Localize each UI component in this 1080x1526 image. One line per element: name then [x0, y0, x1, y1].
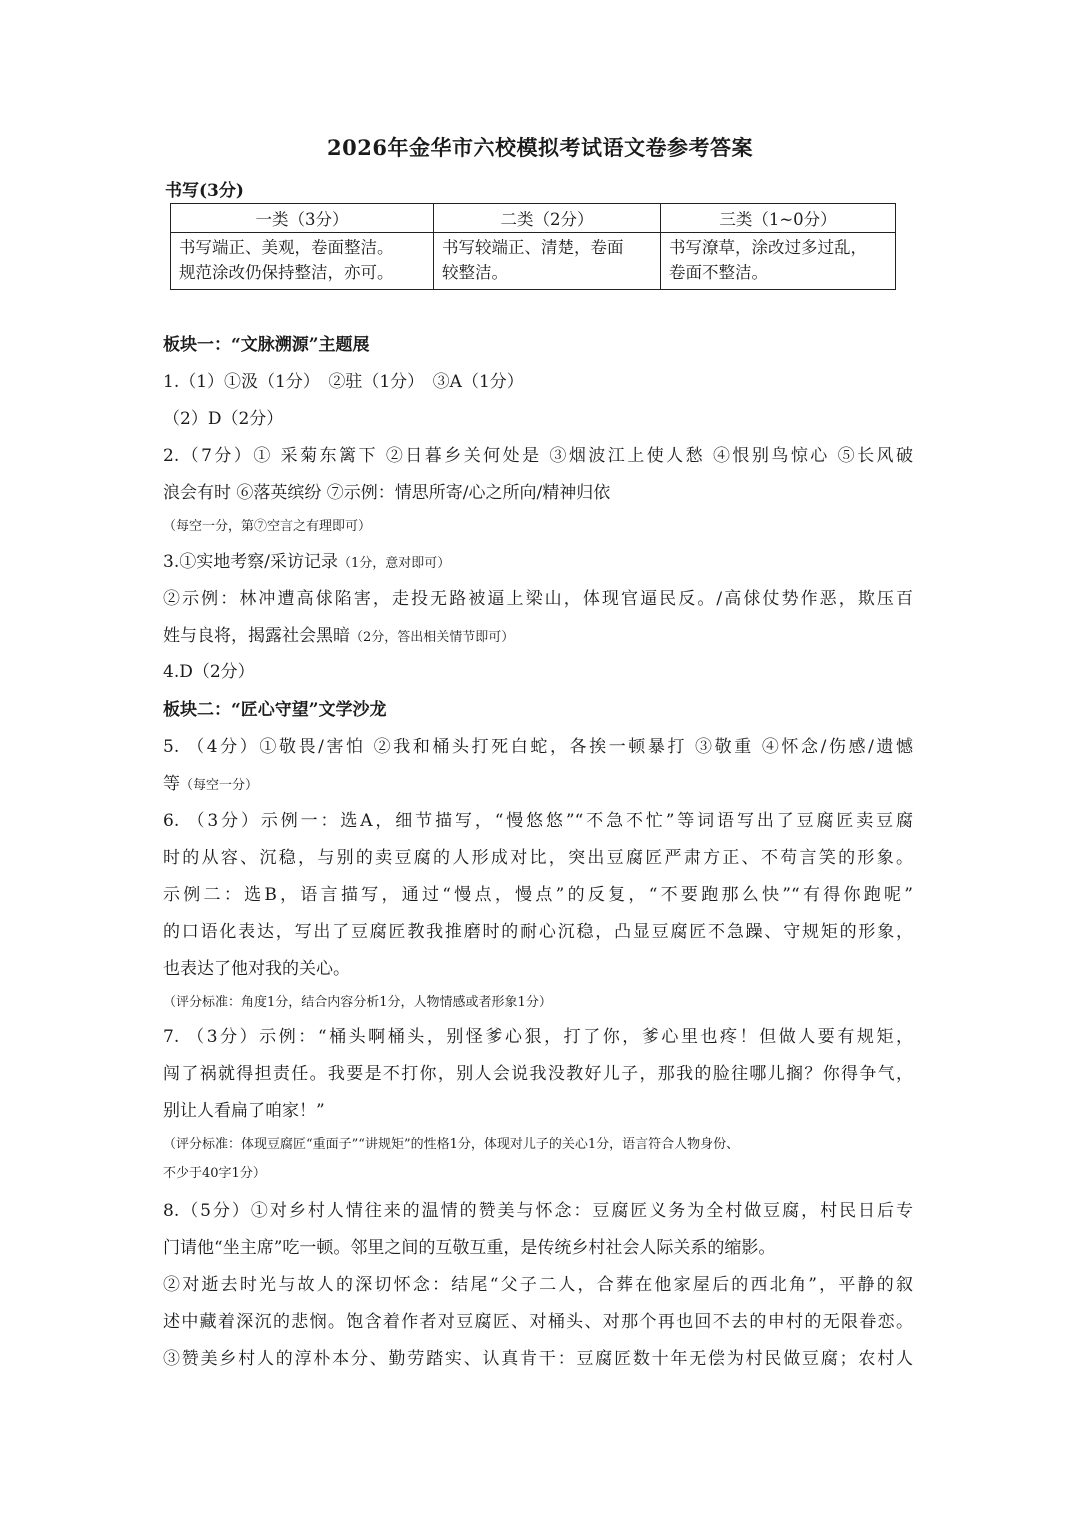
cell-line: 书写较端正、清楚，卷面 — [442, 238, 624, 257]
answer-line: 别让人看扁了咱家！” — [163, 1101, 325, 1121]
answer-line: 2.（7分）① 采菊东篱下 ②日暮乡关何处是 ③烟波江上使人愁 ④恨别鸟惊心 ⑤长风破 — [163, 446, 913, 466]
section-heading-1: 板块一：“文脉溯源”主题展 — [163, 335, 370, 355]
answer-line — [163, 621, 514, 646]
table-row — [171, 233, 896, 290]
cell-line: 卷面不整洁。 — [669, 263, 768, 282]
answer-line: 也表达了他对我的关心。 — [163, 959, 350, 979]
answer-line: 闯了祸就得担责任。我要是不打你，别人会说我没教好儿子，那我的脸往哪儿搁？你得争气， — [163, 1064, 913, 1084]
answer-text: 姓与良将，揭露社会黑暗 — [163, 626, 350, 646]
answer-line: 时的从容、沉稳，与别的卖豆腐的人形成对比，突出豆腐匠严肃方正、不苟言笑的形象。 — [163, 848, 913, 868]
writing-grade-table — [170, 203, 896, 290]
writing-heading: 书写(3分) — [165, 181, 244, 201]
answer-line: 4.D（2分） — [163, 662, 255, 682]
grade-header-2: 二类（2分） — [434, 204, 661, 233]
page-title: 2026年金华市六校模拟考试语文卷参考答案 — [327, 135, 753, 160]
answer-line: 示例二：选B，语言描写，通过“慢点，慢点”的反复，“不要跑那么快”“有得你跑呢” — [163, 885, 913, 905]
answer-line: 6. （3分）示例一：选A，细节描写，“慢悠悠”“不急不忙”等词语写出了豆腐匠卖豆腐 — [163, 811, 913, 831]
cell-line: 书写端正、美观，卷面整洁。 — [179, 238, 394, 257]
answer-line: ②对逝去时光与故人的深切怀念：结尾“父子二人，合葬在他家屋后的西北角”，平静的叙 — [163, 1275, 913, 1295]
grade-cell-3 — [661, 233, 896, 290]
answer-line — [163, 547, 450, 572]
answer-line: 1.（1）①汲（1分） ②驻（1分） ③A（1分） — [163, 372, 524, 392]
scoring-note: （每空一分，第⑦空言之有理即可） — [163, 519, 372, 534]
cell-line: 规范涂改仍保持整洁，亦可。 — [179, 263, 394, 282]
answer-line: 5. （4分）①敬畏/害怕 ②我和桶头打死白蛇，各挨一顿暴打 ③敬重 ④怀念/伤感/遗憾 — [163, 737, 913, 757]
scoring-note: （1分，意对即可） — [337, 556, 451, 571]
answer-line: 浪会有时 ⑥落英缤纷 ⑦示例：情思所寄/心之所向/精神归依 — [163, 483, 611, 503]
answer-line: （2）D（2分） — [163, 409, 284, 429]
answer-line: 7. （3分）示例：“桶头啊桶头，别怪爹心狠，打了你，爹心里也疼！但做人要有规矩， — [163, 1027, 913, 1047]
grade-header-1: 一类（3分） — [171, 204, 434, 233]
grade-cell-1 — [171, 233, 434, 290]
cell-line: 书写潦草，涂改过多过乱， — [669, 238, 867, 257]
section-heading-2: 板块二：“匠心守望”文学沙龙 — [163, 700, 387, 720]
cell-line: 较整洁。 — [442, 263, 508, 282]
table-header-row — [171, 204, 896, 233]
scoring-note: （评分标准：角度1分，结合内容分析1分，人物情感或者形象1分） — [163, 995, 552, 1010]
grade-header-3: 三类（1~0分） — [661, 204, 896, 233]
grade-cell-2 — [434, 233, 661, 290]
scoring-note: （2分，答出相关情节即可） — [350, 630, 515, 645]
scoring-note: 不少于40字1分） — [163, 1166, 266, 1181]
answer-text: 3.①实地考察/采访记录 — [163, 552, 338, 572]
scoring-note: （每空一分） — [180, 778, 259, 793]
answer-line: 8.（5分）①对乡村人情往来的温情的赞美与怀念：豆腐匠义务为全村做豆腐，村民日后专 — [163, 1201, 913, 1221]
answer-line — [163, 769, 258, 794]
answer-line: ③赞美乡村人的淳朴本分、勤劳踏实、认真肯干：豆腐匠数十年无偿为村民做豆腐；农村人 — [163, 1349, 913, 1369]
answer-line: 门请他“坐主席”吃一顿。邻里之间的互敬互重，是传统乡村社会人际关系的缩影。 — [163, 1238, 776, 1258]
answer-line: 的口语化表达，写出了豆腐匠教我推磨时的耐心沉稳，凸显豆腐匠不急躁、守规矩的形象， — [163, 922, 913, 942]
answer-text: 等 — [163, 774, 180, 794]
answer-line: ②示例：林冲遭高俅陷害，走投无路被逼上梁山，体现官逼民反。/高俅仗势作恶，欺压百 — [163, 589, 913, 609]
scoring-note: （评分标准：体现豆腐匠“重面子”“讲规矩”的性格1分，体现对儿子的关心1分，语言符合人物身份、 — [163, 1137, 740, 1152]
answer-line: 述中藏着深沉的悲悯。饱含着作者对豆腐匠、对桶头、对那个再也回不去的申村的无限眷恋。 — [163, 1312, 913, 1332]
